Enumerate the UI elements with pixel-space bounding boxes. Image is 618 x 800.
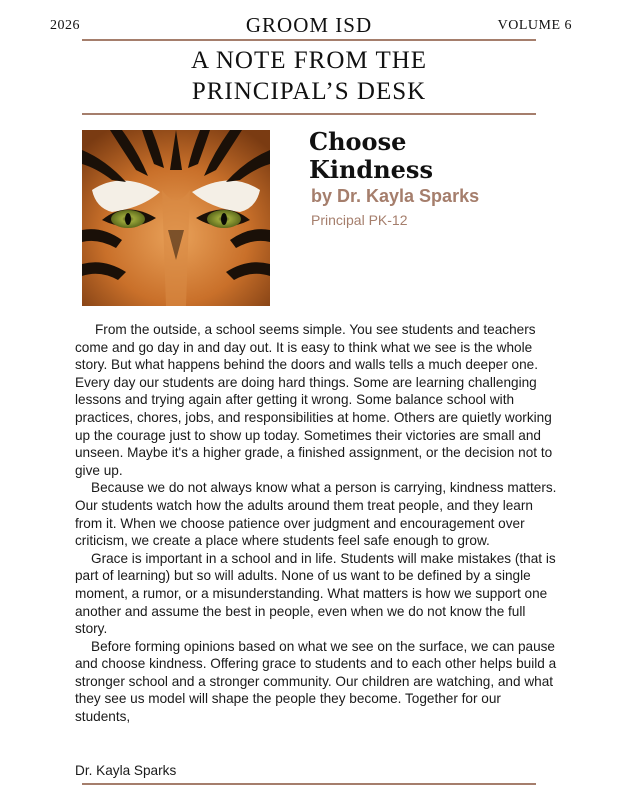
tiger-face-illustration (82, 130, 270, 306)
article-body (75, 321, 559, 726)
section-heading (0, 45, 618, 107)
header-divider (82, 39, 536, 41)
article-title-line1: Choose (309, 127, 407, 156)
volume-label: VOLUME 6 (497, 18, 572, 33)
section-heading-line2: PRINCIPAL’S DESK (191, 78, 427, 105)
author-role: Principal PK-12 (311, 212, 408, 228)
footer-divider (82, 783, 536, 785)
paragraph: Grace is important in a school and in life. Students will make mistakes (that is part of learning) but so will adults. None of us want to be defined by a single moment, a rumor, or a misunderstanding. What matters is how we support one another and assume the best in people, even when we do not know the full story. (75, 550, 556, 637)
issue-year: 2026 (50, 18, 80, 33)
heading-divider (82, 113, 536, 115)
paragraph: From the outside, a school seems simple. You see students and teachers come and go day in and day out. It is easy to think what we see is the whole story. But what happens behind the doors and walls tells a much deeper one. Every day our students are doing hard things. Some are learning challenging lessons and trying again after getting it wrong. Some balance school with practices, chores, jobs, and responsibilities at home. Others are quietly working up the courage just to show up today. Sometimes their victories are small and unseen. Maybe it's a higher grade, a finished assignment, or the decision not to give up. (75, 322, 553, 478)
paragraph: Because we do not always know what a person is carrying, kindness matters. Our students watch how the adults around them treat people, and they learn from it. When we choose patience over judgment and encouragement over criticism, we create a place where students feel safe enough to grow. (75, 480, 557, 549)
article-title (309, 128, 433, 184)
article-title-line2: Kindness (309, 155, 433, 184)
section-heading-line1: A NOTE FROM THE (190, 47, 428, 74)
paragraph: Before forming opinions based on what we see on the surface, we can pause and choose kindness. Offering grace to students and to each other helps build a stronger school and a stronger community. Our children are watching, and what they see us model will shape the people they become. Together for our students, (75, 638, 557, 725)
signature-name: Dr. Kayla Sparks (75, 763, 177, 778)
tiger-photo (82, 130, 270, 306)
article-byline: by Dr. Kayla Sparks (311, 186, 480, 206)
organization-name: GROOM ISD (245, 13, 373, 37)
